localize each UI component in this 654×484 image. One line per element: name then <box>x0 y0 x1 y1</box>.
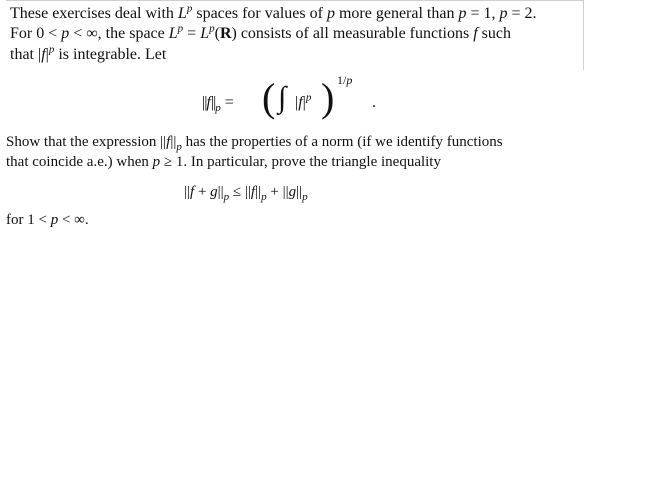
text: that coincide a.e.) when <box>6 154 153 170</box>
math-p: p <box>346 73 353 87</box>
text: These exercises deal with <box>10 5 178 22</box>
math-p-subscript: p <box>223 191 230 203</box>
text: = 1, <box>466 5 500 22</box>
norm-definition-equation <box>198 73 398 123</box>
math-f: f <box>250 184 256 200</box>
text: = 2. <box>507 5 537 22</box>
outer-exponent <box>337 73 352 87</box>
text: | <box>45 46 49 63</box>
intro-line-3 <box>10 45 166 65</box>
math-g: g <box>288 184 297 200</box>
math-p-superscript: p <box>177 22 184 35</box>
text: such <box>477 25 511 42</box>
intro-paragraph <box>6 0 584 70</box>
text: Show that the expression || <box>6 134 167 150</box>
norm-bars: || <box>184 184 191 200</box>
math-p-superscript: p <box>305 91 312 104</box>
norm-bars: || <box>296 184 303 200</box>
text: is integrable. Let <box>54 46 167 63</box>
math-p-subscript: p <box>215 102 221 115</box>
norm-bars: || <box>202 94 207 111</box>
math-f: f <box>298 94 303 111</box>
text: that | <box>10 46 42 63</box>
leq-sign: ≤ || <box>229 184 251 200</box>
math-p-subscript: p <box>176 141 182 153</box>
equals-sign: = <box>220 94 234 111</box>
math-g: g <box>210 184 218 200</box>
math-p: p <box>458 5 467 22</box>
triangle-inequality-equation <box>184 182 308 202</box>
intro-line-2 <box>10 24 511 44</box>
math-p: p <box>50 212 59 228</box>
closing-condition <box>6 210 89 230</box>
math-p: p <box>61 25 70 42</box>
text: ≥ 1. In particular, prove the triangle inequality <box>160 154 441 170</box>
math-f: f <box>166 134 171 150</box>
math-R-bold: R <box>219 25 232 42</box>
text: more general than <box>334 5 459 22</box>
paragraph2-line-2 <box>6 152 441 172</box>
plus-sign: + || <box>266 184 289 200</box>
abs-bar: | <box>302 94 306 111</box>
text: = <box>183 25 201 42</box>
text: < ∞. <box>58 212 89 228</box>
math-f: f <box>473 25 478 42</box>
math-p-superscript: p <box>186 2 193 15</box>
text: || <box>170 134 177 150</box>
math-L: L <box>177 5 187 22</box>
math-f: f <box>206 94 211 111</box>
text: ( <box>214 25 220 42</box>
text: ) consists of all measurable functions <box>231 25 474 42</box>
math-f: f <box>41 46 46 63</box>
math-p-superscript: p <box>209 22 215 35</box>
exponent-text: 1/ <box>337 73 347 87</box>
math-p-subscript: p <box>302 191 308 203</box>
math-p-superscript: p <box>48 43 55 56</box>
period: . <box>372 94 376 111</box>
math-p: p <box>499 5 508 22</box>
paragraph2-line-1 <box>6 132 503 152</box>
norm-bars: || <box>255 184 262 200</box>
math-p: p <box>152 154 161 170</box>
plus-sign: + <box>194 184 211 200</box>
left-paren: ( <box>262 75 276 120</box>
math-f: f <box>190 184 195 200</box>
norm-lhs <box>202 93 234 113</box>
text: spaces for values of <box>192 5 327 22</box>
math-L: L <box>168 25 178 42</box>
norm-bars: || <box>210 94 216 111</box>
math-L: L <box>200 25 210 42</box>
norm-bars: || <box>217 184 224 200</box>
intro-line-1 <box>10 4 537 24</box>
integrand <box>295 93 311 113</box>
text: < ∞, the space <box>69 25 169 42</box>
abs-bar: | <box>295 94 299 111</box>
text: For 0 < <box>10 25 62 42</box>
text: has the properties of a norm (if we identify functions <box>181 134 503 150</box>
right-paren: ) <box>321 75 335 120</box>
math-p: p <box>326 5 335 22</box>
text: for 1 < <box>6 212 51 228</box>
integral-sign: ∫ <box>278 81 287 114</box>
math-p-subscript: p <box>261 191 267 203</box>
